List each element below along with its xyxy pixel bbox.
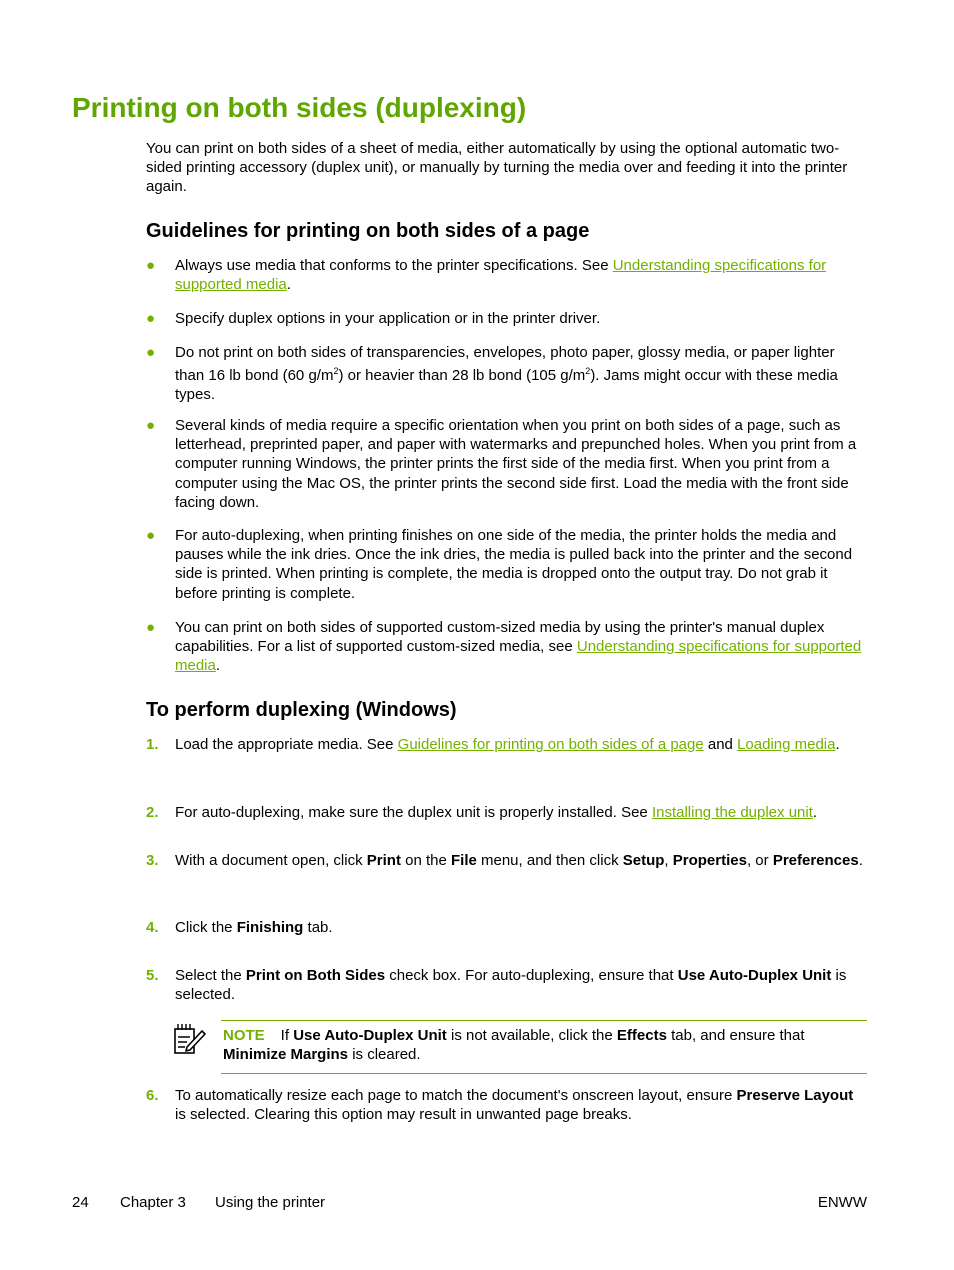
step-4: Click the Finishing tab. [175,919,333,936]
guideline-item-1: Always use media that conforms to the printer specifications. See Understanding specifications for supported media. [175,257,827,294]
step-1: Load the appropriate media. See Guidelines for printing on both sides of a page and Loading media. [175,736,840,753]
page-title: Printing on both sides (duplexing) [72,92,527,123]
guideline-item-2: Specify duplex options in your application or in the printer driver. [175,310,601,327]
step-number: 3. [146,852,159,869]
note-icon [172,1022,208,1056]
bullet-marker: ● [146,527,156,544]
bullet-marker: ● [146,417,156,434]
bullet-marker: ● [146,310,156,327]
step-6: To automatically resize each page to match the document's onscreen layout, ensure Preserve Layout is selected. Clearing this option may result in unwanted page breaks. [175,1087,854,1124]
link-guidelines[interactable]: Guidelines for printing on both sides of a page [397,736,704,753]
link-loading-media[interactable]: Loading media [737,736,836,753]
guideline-item-3: Do not print on both sides of transparencies, envelopes, photo paper, glossy media, or paper lighter than 16 lb bond (60 $g/m^2$) or heavier than 28 lb bond (105 $g/m^2$). Jams might occur with these media types. [175,344,838,404]
guidelines-heading: Guidelines for printing on both sides of a page [146,220,590,242]
note-text: NOTE If Use Auto-Duplex Unit is not available, click the Effects tab, and ensure that Minimize Margins is cleared. [223,1027,805,1064]
step-number: 2. [146,804,159,821]
intro-paragraph: You can print on both sides of a sheet of media, either automatically by using the optional automatic two-sided printing accessory (duplex unit), or manually by turning the media over and feeding it into the printer again. [146,140,848,196]
step-number: 5. [146,967,159,984]
footer-page-number: 24 [72,1194,89,1211]
step-number: 4. [146,919,159,936]
link-installing-duplex[interactable]: Installing the duplex unit [651,804,813,821]
guideline-item-5: For auto-duplexing, when printing finishes on one side of the media, the printer holds the media and pauses while the ink dries. Once the ink dries, the media is pulled back into the printer and the second side is printed. When printing is complete, the media is dropped onto the output tray. Do not grab it before printing is complete. [175,527,853,602]
bullet-marker: ● [146,344,156,361]
footer-chapter: Chapter 3 [120,1194,186,1211]
step-3: With a document open, click Print on the File menu, and then click Setup, Properties, or Preferences. [175,852,863,869]
bullet-marker: ● [146,619,156,636]
step-number: 1. [146,736,159,753]
windows-heading: To perform duplexing (Windows) [146,699,457,721]
step-2: For auto-duplexing, make sure the duplex unit is properly installed. See Installing the duplex unit. [175,804,818,821]
guideline-item-4: Several kinds of media require a specific orientation when you print on both sides of a page, such as letterhead, preprinted paper, and paper with watermarks and prepunched holes. When you print from a computer running Windows, the printer prints the first side of the media first. When you print from a computer using the Mac OS, the printer prints the second side first. Load the media with the front side facing down. [175,417,857,511]
link-understanding-specs-2[interactable]: Understanding specifications for supported media [175,638,862,675]
guideline-item-6: You can print on both sides of supported custom-sized media by using the printer's manual duplex capabilities. For a list of supported custom-sized media, see Understanding specifications for supported media. [175,619,862,675]
step-number: 6. [146,1087,159,1104]
link-understanding-specs[interactable]: Understanding specifications for supported media [175,257,827,294]
note-label: NOTE [223,1027,265,1044]
footer-section: Using the printer [215,1194,326,1211]
footer-enww: ENWW [817,1194,867,1211]
bullet-marker: ● [146,257,156,274]
step-5: Select the Print on Both Sides check box. For auto-duplexing, ensure that Use Auto-Duplex Unit is selected. [175,967,847,1004]
